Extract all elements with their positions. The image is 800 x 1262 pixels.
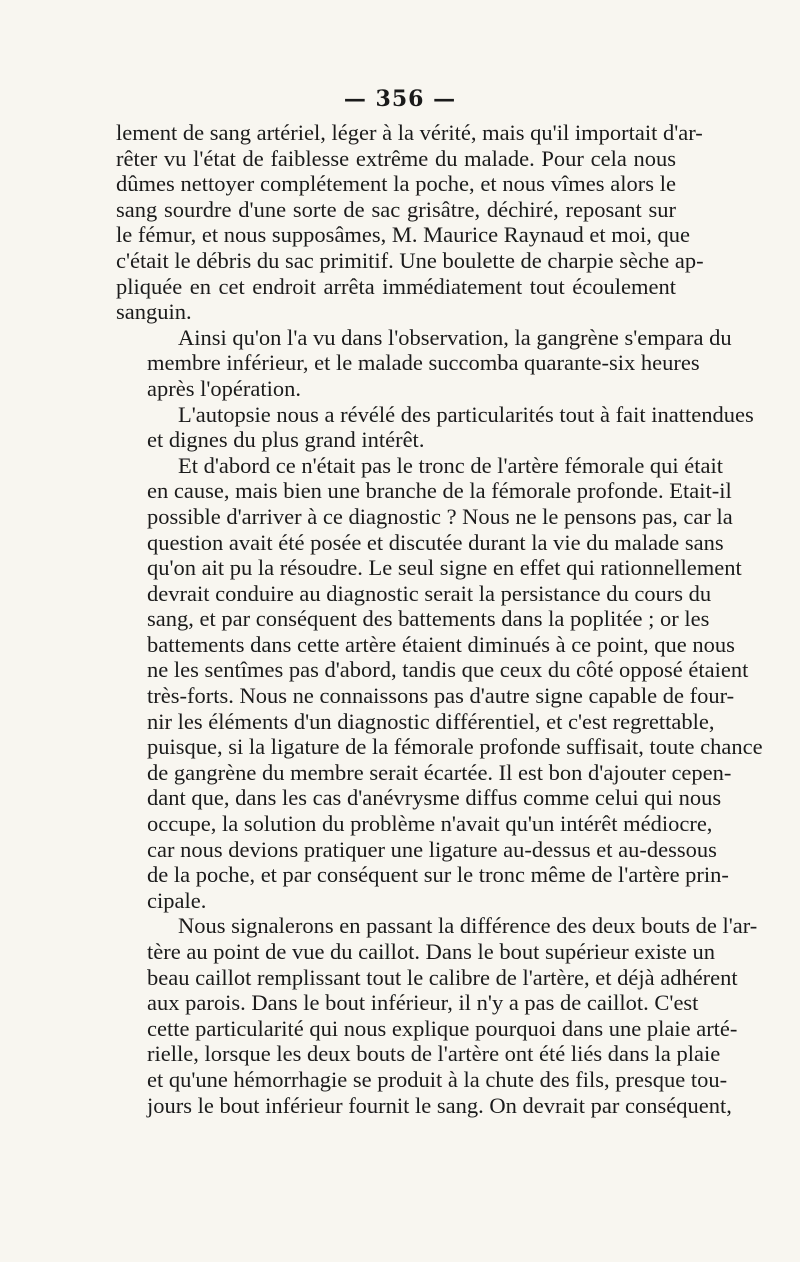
text-line: Et d'abord ce n'était pas le tronc de l'artère fémorale qui était [178, 452, 724, 478]
text-line: battements dans cette artère étaient diminués à ce point, que nous [147, 631, 735, 657]
text-line: le fémur, et nous supposâmes, M. Maurice Raynaud et moi, que [116, 222, 690, 248]
paragraph [116, 913, 758, 1118]
text-line: de la poche, et par conséquent sur le tronc même de l'artère prin- [147, 862, 729, 888]
text-line: très-forts. Nous ne connaissons pas d'autre signe capable de four- [147, 683, 735, 709]
text-line: et dignes du plus grand intérêt. [147, 427, 425, 453]
text-line: après l'opération. [147, 375, 301, 401]
text-line: rielle, lorsque les deux bouts de l'artère ont été liés dans la plaie [147, 1041, 721, 1067]
text-line: cipale. [147, 887, 207, 913]
text-line: ne les sentîmes pas d'abord, tandis que ceux du côté opposé étaient [147, 657, 749, 683]
text-line: cette particularité qui nous explique pourquoi dans une plaie arté- [147, 1015, 738, 1041]
text-line: Ainsi qu'on l'a vu dans l'observation, la gangrène s'empara du [178, 324, 732, 350]
page-number: — 356 — [343, 86, 457, 112]
paragraph [116, 324, 732, 402]
text-line: L'autopsie nous a révélé des particularités tout à fait inattendues [178, 401, 754, 427]
text-line: sang, et par conséquent des battements dans la poplitée ; or les [147, 606, 710, 632]
text-line: pliquée en cet endroit arrêta immédiatement tout écoulement [116, 273, 676, 299]
paragraph [116, 401, 754, 453]
text-line: jours le bout inférieur fournit le sang. On devrait par conséquent, [147, 1092, 732, 1118]
text-line: devrait conduire au diagnostic serait la persistance du cours du [147, 580, 712, 606]
text-line: beau caillot remplissant tout le calibre de l'artère, et déjà adhérent [147, 964, 738, 990]
text-line: membre inférieur, et le malade succomba quarante-six heures [147, 350, 700, 376]
text-line: car nous devions pratiquer une ligature au-dessus et au-dessous [147, 836, 717, 862]
text-line: Nous signalerons en passant la différence des deux bouts de l'ar- [178, 913, 758, 939]
paragraph [116, 452, 763, 914]
text-line: aux parois. Dans le bout inférieur, il n'y a pas de caillot. C'est [147, 990, 699, 1016]
body-text [116, 120, 763, 1118]
text-line: et qu'une hémorrhagie se produit à la chute des fils, presque tou- [147, 1066, 728, 1092]
text-line: occupe, la solution du problème n'avait qu'un intérêt médiocre, [147, 811, 713, 837]
text-line: tère au point de vue du caillot. Dans le bout supérieur existe un [147, 939, 715, 964]
paragraph [116, 120, 704, 325]
text-line: question avait été posée et discutée durant la vie du malade sans [147, 529, 724, 555]
text-line: de gangrène du membre serait écartée. Il est bon d'ajouter cepen- [147, 759, 732, 785]
text-line: possible d'arriver à ce diagnostic ? Nous ne le pensons pas, car la [147, 503, 733, 529]
text-line: dant que, dans les cas d'anévrysme diffus comme celui qui nous [147, 785, 722, 811]
text-line: en cause, mais bien une branche de la fémorale profonde. Etait-il [147, 478, 732, 504]
text-line: qu'on ait pu la résoudre. Le seul signe en effet qui rationnellement [147, 555, 742, 581]
text-line: nir les éléments d'un diagnostic différentiel, et c'est regrettable, [147, 708, 715, 734]
text-line: dûmes nettoyer complétement la poche, et nous vîmes alors le [116, 171, 676, 197]
text-line: sanguin. [116, 299, 192, 325]
text-line: lement de sang artériel, léger à la vérité, mais qu'il importait d'ar- [116, 120, 703, 145]
text-line: c'était le débris du sac primitif. Une boulette de charpie sèche ap- [116, 247, 704, 273]
text-line: sang sourdre d'une sorte de sac grisâtre, déchiré, reposant sur [116, 196, 676, 222]
text-line: rêter vu l'état de faiblesse extrême du malade. Pour cela nous [116, 145, 676, 171]
text-line: puisque, si la ligature de la fémorale profonde suffisait, toute chance [147, 734, 763, 760]
